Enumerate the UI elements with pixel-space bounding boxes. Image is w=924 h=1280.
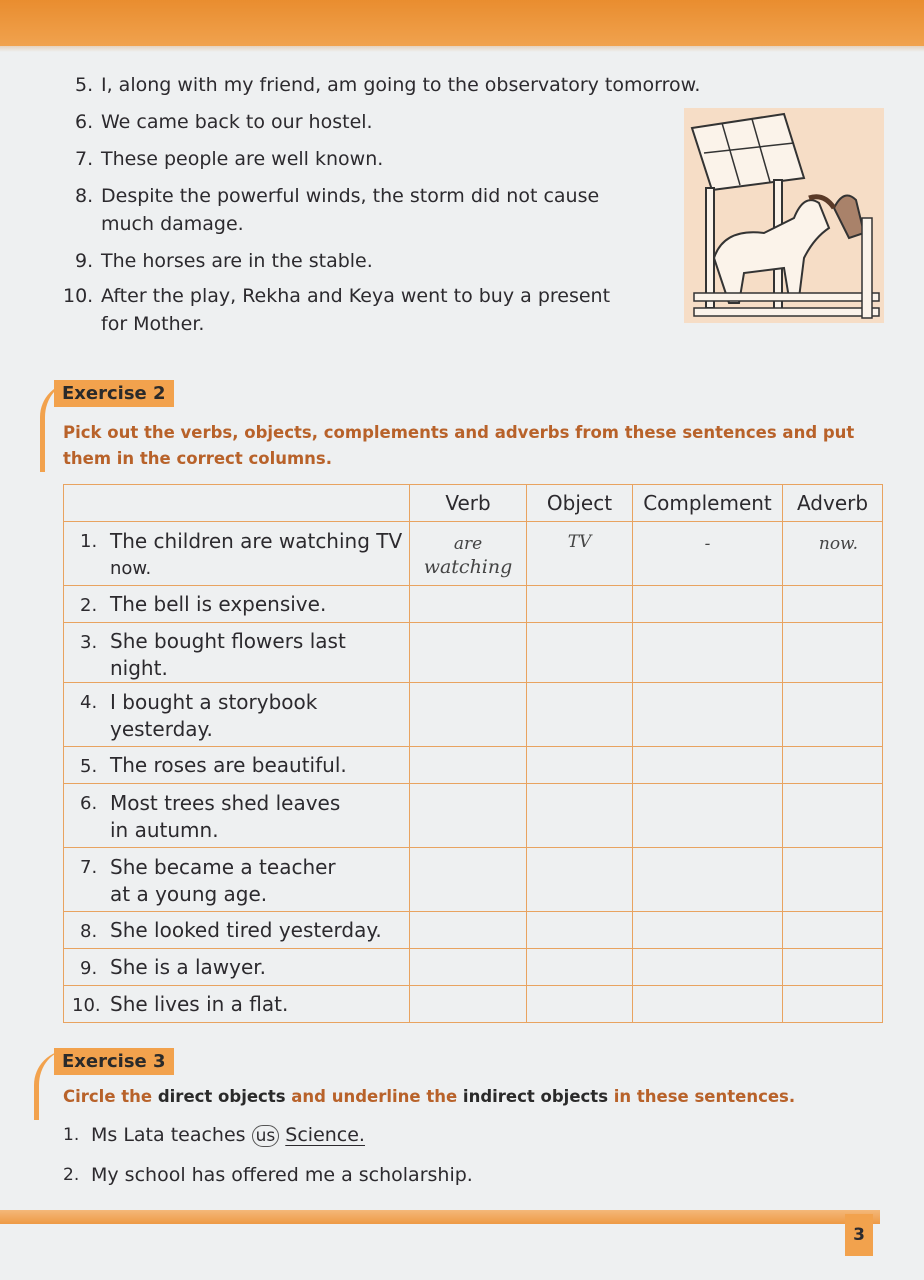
answer-adverb[interactable] (783, 912, 883, 949)
row-sentence: 6. Most trees shed leaves in autumn. (64, 784, 410, 848)
table-row (64, 586, 883, 623)
header-verb: Verb (410, 485, 527, 522)
sentence-10: 10. After the play, Rekha and Keya went to buy a present for Mother. (63, 285, 611, 335)
answer-verb[interactable]: are watching (410, 522, 527, 586)
exercise-3-instruction: Circle the direct objects and underline the indirect objects in these sentences. (63, 1087, 796, 1106)
sentence-7: 7. These people are well known. (75, 148, 384, 170)
answer-complement[interactable] (633, 683, 783, 747)
answer-adverb[interactable] (783, 986, 883, 1023)
row-sentence: 2. The bell is expensive. (64, 586, 410, 623)
table-row (64, 949, 883, 986)
answer-verb[interactable] (410, 683, 527, 747)
answer-complement[interactable] (633, 784, 783, 848)
table-row (64, 848, 883, 912)
bottom-rule (0, 1210, 880, 1224)
underlined-object: Science. (285, 1124, 365, 1146)
page-number: 3 (845, 1214, 873, 1256)
answer-complement[interactable] (633, 912, 783, 949)
row-sentence: 4. I bought a storybook yesterday. (64, 683, 410, 747)
table-row (64, 522, 883, 586)
header-adverb: Adverb (783, 485, 883, 522)
answer-adverb[interactable] (783, 949, 883, 986)
answer-adverb[interactable] (783, 784, 883, 848)
exercise-3-item-2: 2. My school has offered me a scholarship. (63, 1164, 473, 1186)
answer-adverb[interactable] (783, 586, 883, 623)
circled-direct-object: us (252, 1125, 280, 1147)
answer-object[interactable] (527, 586, 633, 623)
answer-complement[interactable] (633, 949, 783, 986)
answer-verb[interactable] (410, 986, 527, 1023)
row-sentence: 1. The children are watching TV now. (64, 522, 410, 586)
exercise-2-instruction: Pick out the verbs, objects, complements and adverbs from these sentences and put them in the correct columns. (63, 423, 855, 468)
row-sentence: 5. The roses are beautiful. (64, 747, 410, 784)
header-sentence (64, 485, 410, 522)
table-header-row (64, 485, 883, 522)
answer-complement[interactable] (633, 747, 783, 784)
header-object: Object (527, 485, 633, 522)
top-color-band (0, 0, 924, 46)
answer-adverb[interactable] (783, 623, 883, 683)
answer-adverb[interactable] (783, 747, 883, 784)
answer-object[interactable] (527, 623, 633, 683)
answer-adverb[interactable] (783, 683, 883, 747)
table-row (64, 623, 883, 683)
table-row (64, 986, 883, 1023)
answer-complement[interactable] (633, 986, 783, 1023)
answer-object[interactable]: TV (527, 522, 633, 586)
table-row (64, 683, 883, 747)
answer-complement[interactable] (633, 848, 783, 912)
row-sentence: 9. She is a lawyer. (64, 949, 410, 986)
row-sentence: 3. She bought flowers last night. (64, 623, 410, 683)
stable-horses-illustration (684, 108, 884, 323)
answer-verb[interactable] (410, 747, 527, 784)
answer-complement[interactable] (633, 623, 783, 683)
sentence-9: 9. The horses are in the stable. (75, 250, 373, 272)
answer-verb[interactable] (410, 848, 527, 912)
table-row (64, 784, 883, 848)
sentence-5: 5. I, along with my friend, am going to the observatory tomorrow. (75, 74, 701, 96)
answer-complement[interactable]: - (633, 522, 783, 586)
answer-object[interactable] (527, 912, 633, 949)
answer-verb[interactable] (410, 949, 527, 986)
answer-adverb[interactable]: now. (783, 522, 883, 586)
answer-verb[interactable] (410, 623, 527, 683)
answer-verb[interactable] (410, 586, 527, 623)
row-sentence: 7. She became a teacher at a young age. (64, 848, 410, 912)
row-sentence: 8. She looked tired yesterday. (64, 912, 410, 949)
answer-verb[interactable] (410, 912, 527, 949)
table-row (64, 747, 883, 784)
answer-object[interactable] (527, 986, 633, 1023)
sentence-6: 6. We came back to our hostel. (75, 111, 373, 133)
answer-object[interactable] (527, 784, 633, 848)
exercise-2-table (63, 484, 883, 1023)
answer-verb[interactable] (410, 784, 527, 848)
answer-complement[interactable] (633, 586, 783, 623)
answer-object[interactable] (527, 848, 633, 912)
header-complement: Complement (633, 485, 783, 522)
sentence-8: 8. Despite the powerful winds, the storm did not cause much damage. (75, 185, 600, 235)
row-sentence: 10. She lives in a flat. (64, 986, 410, 1023)
exercise-2-label: Exercise 2 (54, 380, 174, 407)
answer-object[interactable] (527, 747, 633, 784)
answer-object[interactable] (527, 683, 633, 747)
table-row (64, 912, 883, 949)
answer-adverb[interactable] (783, 848, 883, 912)
exercise-3-label: Exercise 3 (54, 1048, 174, 1075)
answer-object[interactable] (527, 949, 633, 986)
exercise-3-item-1: 1. Ms Lata teaches us Science. (63, 1124, 365, 1146)
